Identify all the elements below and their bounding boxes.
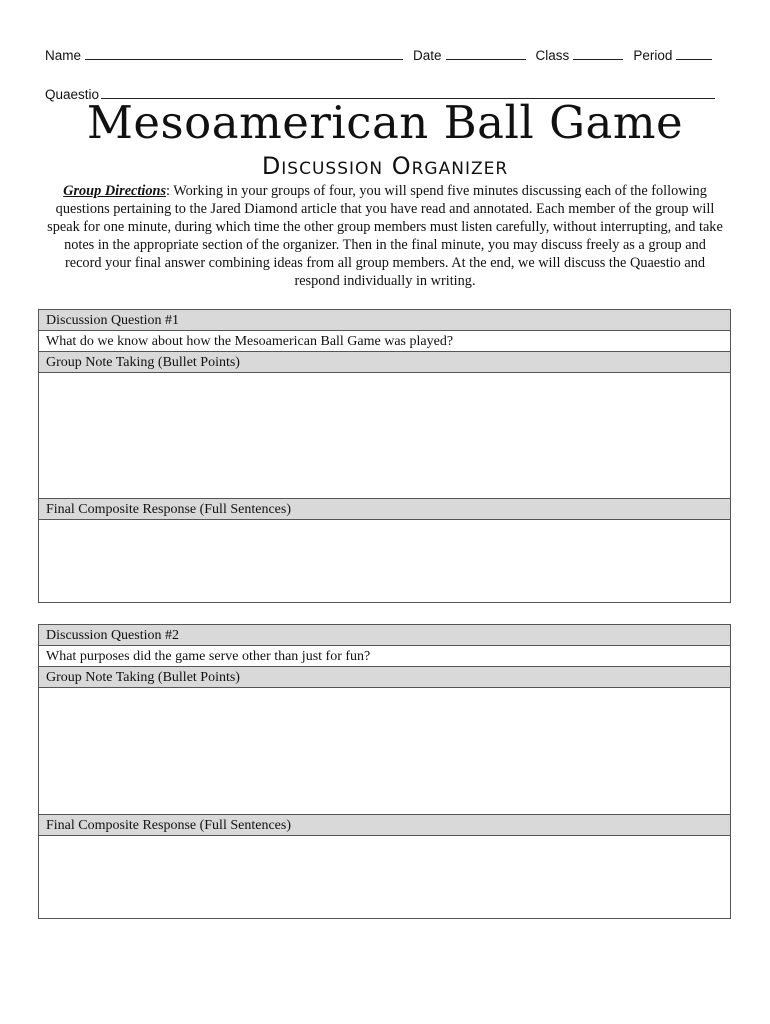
final-response-area[interactable]: [39, 520, 730, 602]
period-label: Period: [633, 48, 673, 63]
notes-area[interactable]: [39, 688, 730, 815]
page-title: Mesoamerican Ball Game: [86, 96, 684, 149]
class-field[interactable]: [573, 47, 623, 60]
date-label: Date: [413, 48, 442, 63]
question-text: What do we know about how the Mesoamerican Ball Game was played?: [39, 331, 730, 352]
discussion-question-1-box: [38, 309, 731, 603]
directions-text: : Working in your groups of four, you will spend five minutes discussing each of the following questions pertaining to the Jared Diamond article that you have read and annotated. Each member of the group will speak for one minute, during which time the other group members must listen carefully, without interrupting, and take notes in the appropriate section of the organizer. Then in the final minute, you may discuss freely as a group and record your final answer combining ideas from all group members. At the end, we will discuss the Quaestio and respond individually in writing.: [47, 183, 723, 289]
final-response-label: Final Composite Response (Full Sentences): [39, 499, 730, 520]
page-subtitle: Discussion Organizer: [261, 152, 509, 180]
question-header: Discussion Question #1: [39, 310, 730, 331]
quaestio-label: Quaestio: [45, 87, 100, 102]
date-field[interactable]: [446, 47, 526, 60]
notes-label: Group Note Taking (Bullet Points): [39, 352, 730, 373]
name-field[interactable]: [85, 47, 403, 60]
directions-label: Group Directions: [63, 183, 167, 199]
student-info-line: [45, 47, 716, 63]
question-text: What purposes did the game serve other than just for fun?: [39, 646, 730, 667]
period-field[interactable]: [676, 47, 712, 60]
notes-label: Group Note Taking (Bullet Points): [39, 667, 730, 688]
group-directions: [46, 182, 724, 290]
final-response-label: Final Composite Response (Full Sentences): [39, 815, 730, 836]
discussion-question-2-box: [38, 624, 731, 919]
class-label: Class: [535, 48, 570, 63]
final-response-area[interactable]: [39, 836, 730, 918]
notes-area[interactable]: [39, 373, 730, 499]
question-header: Discussion Question #2: [39, 625, 730, 646]
name-label: Name: [45, 48, 82, 63]
